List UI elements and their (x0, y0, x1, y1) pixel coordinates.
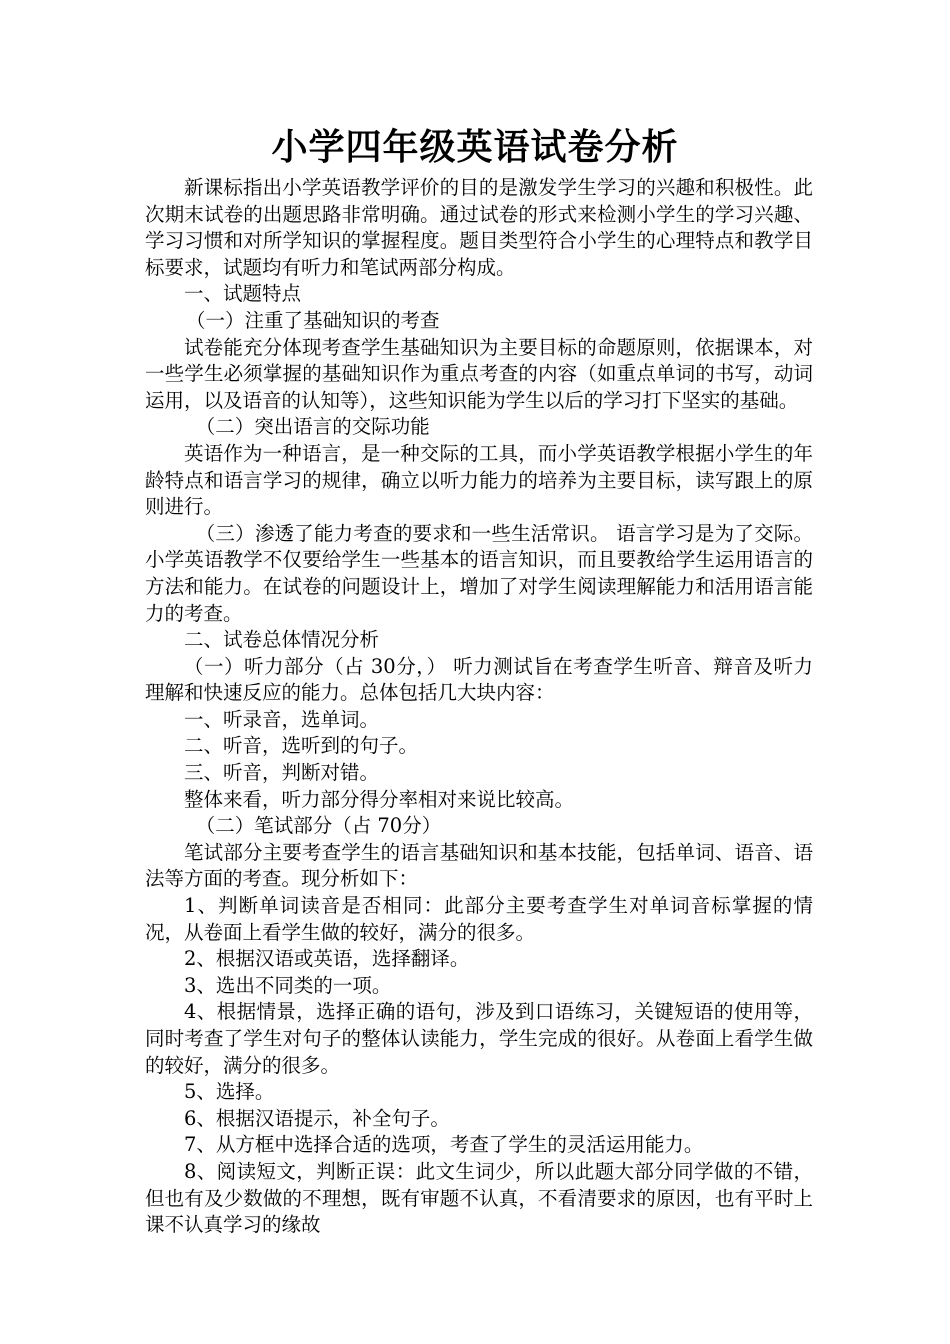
paragraph-listening-summary: 整体来看，听力部分得分率相对来说比较高。 (184, 787, 575, 811)
subheading-communication: （二）突出语言的交际功能 (195, 415, 430, 439)
paragraph-listening: （一）听力部分（占 30分，） 听力测试旨在考查学生听音、辩音及听力理解和快速反应的能力。总体包括几大块内容： (145, 654, 813, 705)
paragraph-intro: 新课标指出小学英语教学评价的目的是激发学生学习的兴趣和积极性。此次期末试卷的出题思路非常明确。通过试卷的形式来检测小学生的学习兴趣、学习习惯和对所学知识的掌握程度。题目类型符合小学生的心理特点和教学目标要求，试题均有听力和笔试两部分构成。 (145, 176, 813, 279)
list-item: 7、从方框中选择合适的选项，考查了学生的灵活运用能力。 (184, 1133, 704, 1157)
list-item: 二、听音，选听到的句子。 (184, 734, 419, 758)
list-item: 3、选出不同类的一项。 (184, 973, 392, 997)
list-item: 8、阅读短文，判断正误：此文生词少，所以此题大部分同学做的不错，但也有及少数做的不理想，既有审题不认真，不看清要求的原因，也有平时上课不认真学习的缘故 (145, 1159, 813, 1237)
paragraph-basic-knowledge: 试卷能充分体现考查学生基础知识为主要目标的命题原则，依据课本，对一些学生必须掌握的基础知识作为重点考查的内容（如重点单词的书写，动词运用，以及语音的认知等），这些知识能为学生以后的学习打下坚实的基础。 (145, 335, 813, 412)
list-item: 1、判断单词读音是否相同：此部分主要考查学生对单词音标掌握的情况，从卷面上看学生做的较好，满分的很多。 (145, 894, 813, 944)
list-item: 2、根据汉语或英语，选择翻译。 (184, 947, 470, 971)
paragraph-communication: 英语作为一种语言，是一种交际的工具，而小学英语教学根据小学生的年龄特点和语言学习的规律，确立以听力能力的培养为主要目标，读写跟上的原则进行。 (145, 441, 813, 519)
paragraph-written: 笔试部分主要考查学生的语言基础知识和基本技能，包括单词、语音、语法等方面的考查。现分析如下： (145, 840, 813, 891)
list-item: 三、听音，判断对错。 (184, 761, 380, 785)
section-heading-features: 一、试题特点 (184, 282, 302, 306)
paragraph-ability: （三）渗透了能力考查的要求和一些生活常识。 语言学习是为了交际。小学英语教学不仅要给学生一些基本的语言知识，而且要教给学生运用语言的方法和能力。在试卷的问题设计上，增加了对学生阅读理解能力和活用语言能力的考查。 (145, 521, 813, 625)
document-title: 小学四年级英语试卷分析 (271, 127, 679, 168)
list-item: 一、听录音，选单词。 (184, 707, 380, 731)
list-item: 5、选择。 (184, 1080, 275, 1104)
list-item: 4、根据情景，选择正确的语句，涉及到口语练习，关键短语的使用等，同时考查了学生对句子的整体认读能力，学生完成的很好。从卷面上看学生做的较好，满分的很多。 (145, 1000, 813, 1077)
subheading-basic-knowledge: （一）注重了基础知识的考查 (185, 308, 440, 332)
list-item: 6、根据汉语提示，补全句子。 (184, 1106, 450, 1130)
subheading-written: （二）笔试部分（占 70分） (195, 814, 442, 838)
section-heading-overall: 二、试卷总体情况分析 (184, 628, 380, 652)
document-body (145, 175, 813, 1239)
